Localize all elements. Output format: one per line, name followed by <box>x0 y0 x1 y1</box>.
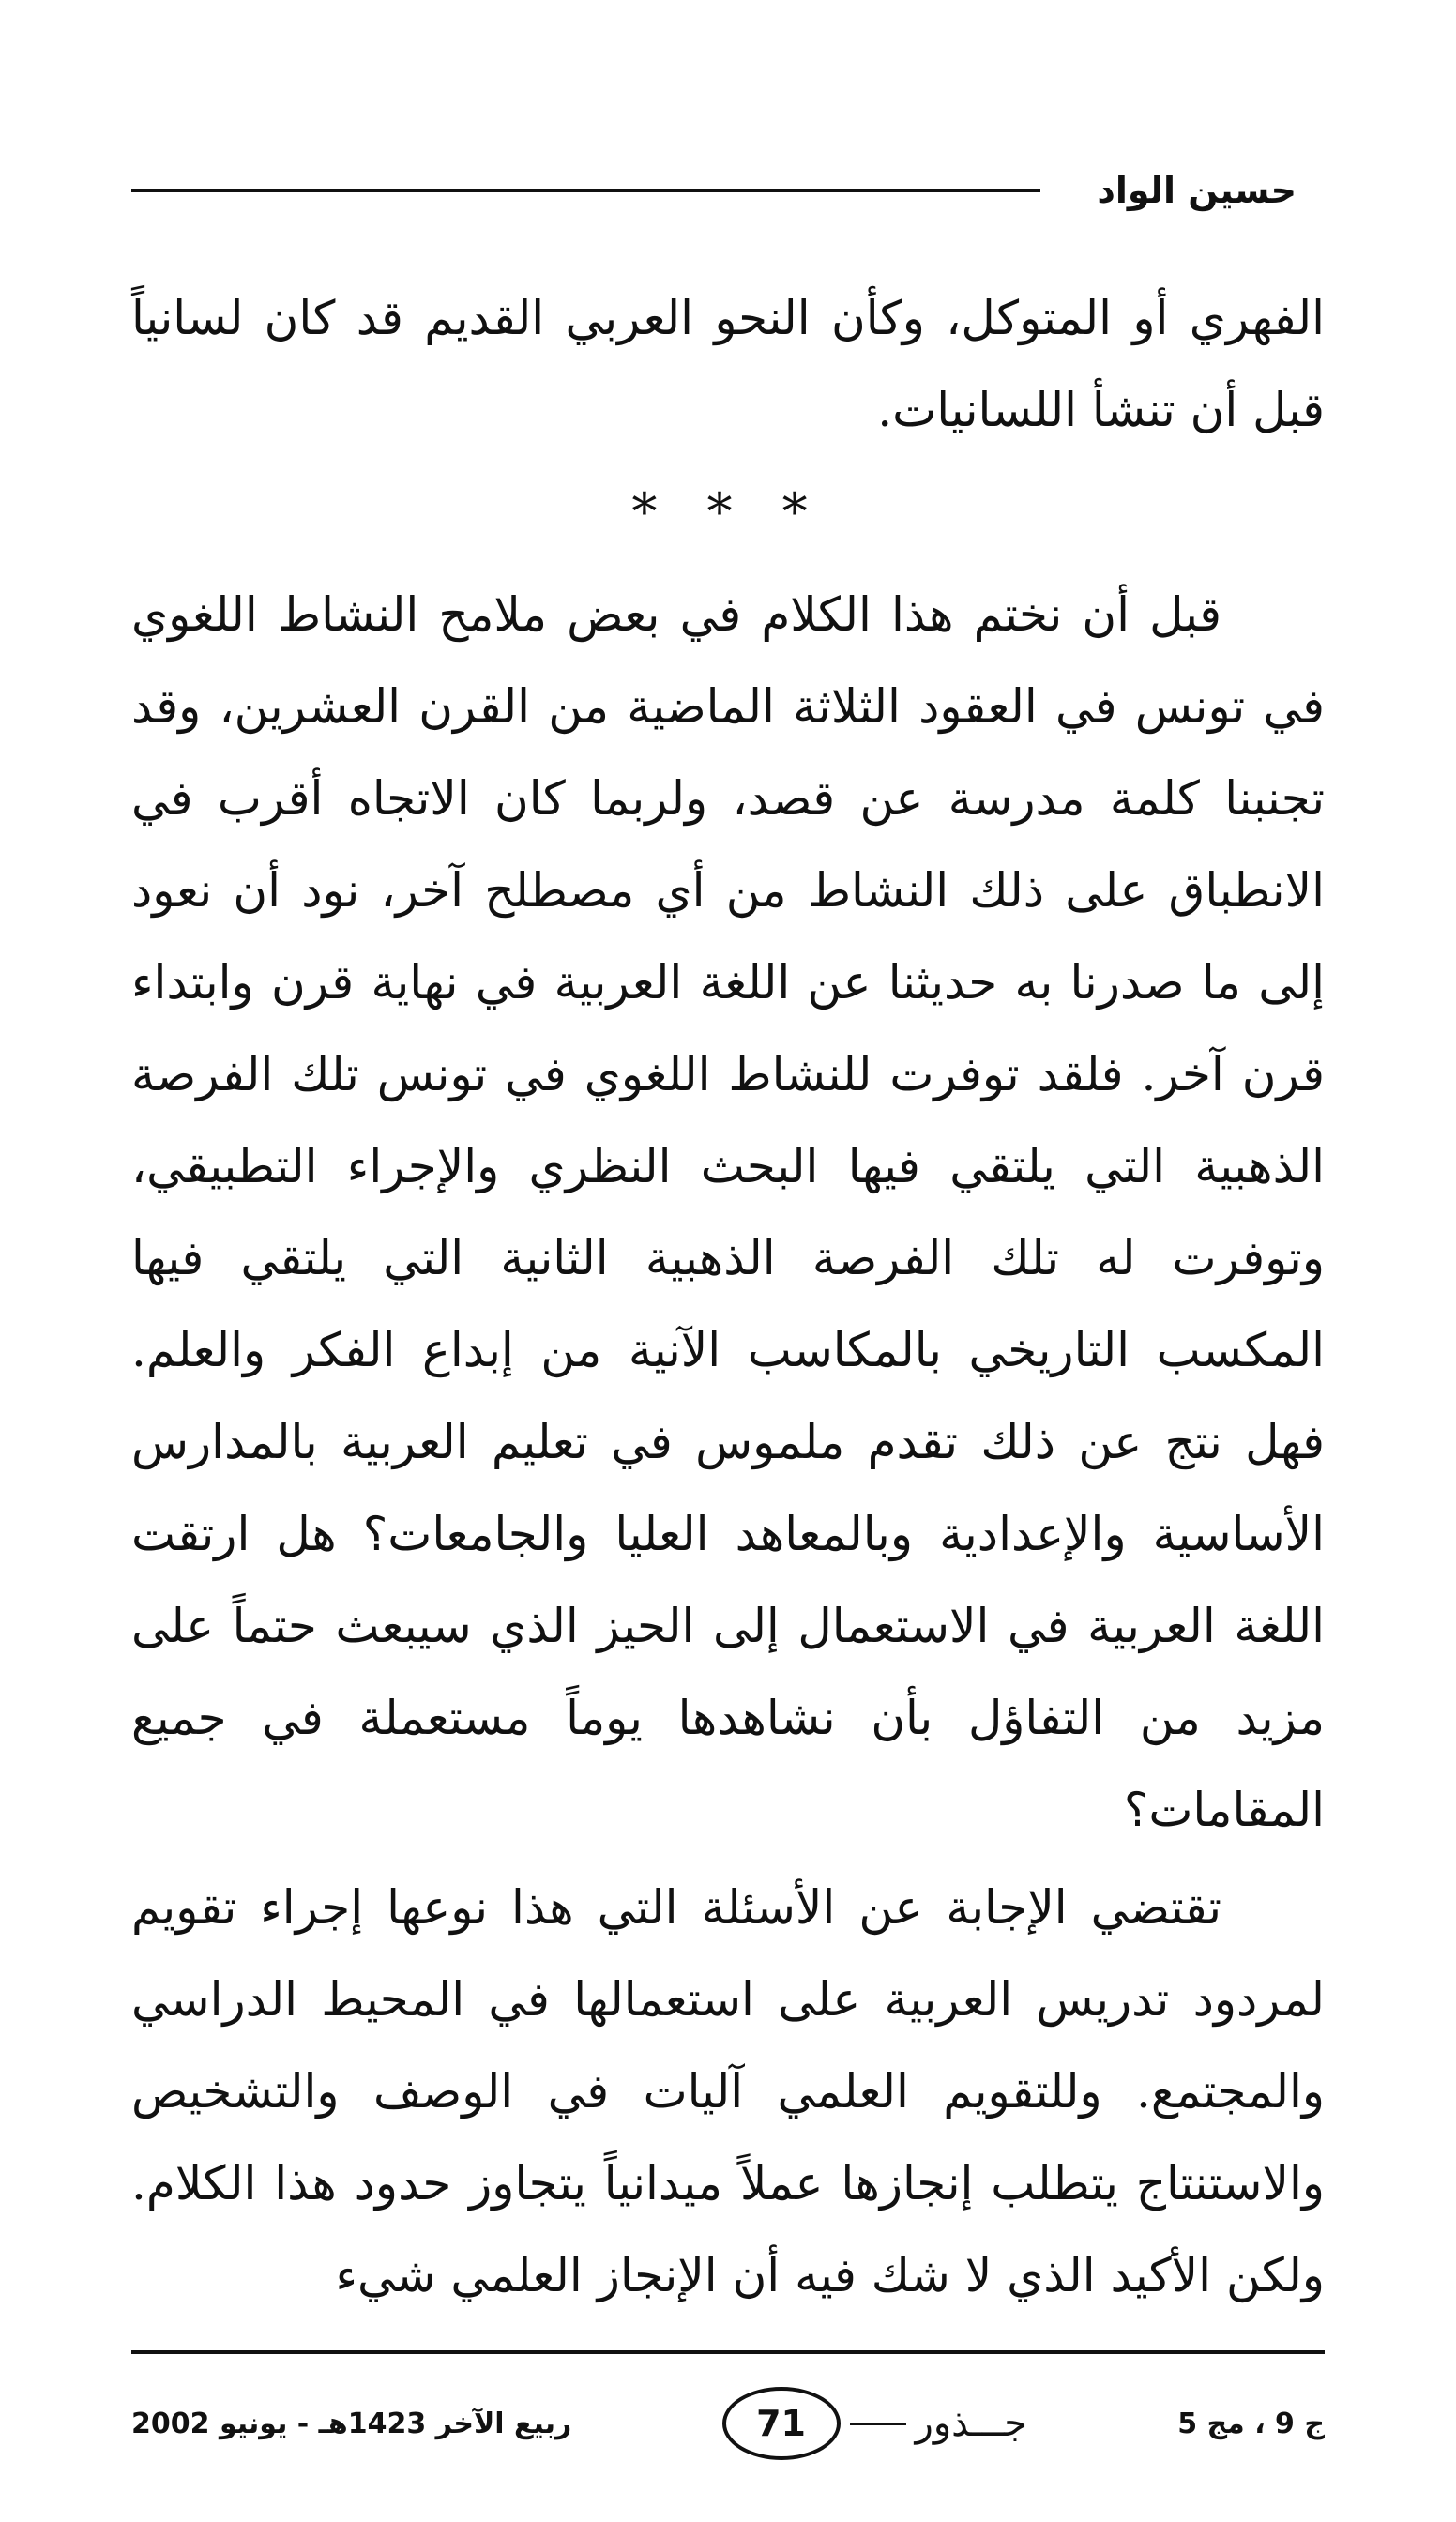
page-footer <box>131 2372 1325 2475</box>
author-name: حسين الواد <box>1097 170 1297 211</box>
paragraph-3: تقتضي الإجابة عن الأسئلة التي هذا نوعها إجراء تقويم لمردود تدريس العربية على استعمالها في المحيط الدراسي والمجتمع. وللتقويم العلمي آليات في الوصف والتشخيص والاستنتاج يتطلب إنجازها عملاً ميدانياً يتجاوز حدود هذا الكلام. ولكن الأكيد الذي لا شك فيه أن الإنجاز العلمي شيء <box>131 1880 1325 2302</box>
paragraph-2: قبل أن نختم هذا الكلام في بعض ملامح النشاط اللغوي في تونس في العقود الثلاثة الماضية من القرن العشرين، وقد تجنبنا كلمة مدرسة عن قصد، ولربما كان الاتجاه أقرب في الانطباق على ذلك النشاط من أي مصطلح آخر، نود أن نعود إلى ما صدرنا به حديثنا عن اللغة العربية في نهاية قرن وابتداء قرن آخر. فلقد توفرت للنشاط اللغوي في تونس تلك الفرصة الذهبية التي يلتقي فيها البحث النظري والإجراء التطبيقي، وتوفرت له تلك الفرصة الذهبية الثانية التي يلتقي فيها المكسب التاريخي بالمكاسب الآنية من إبداع الفكر والعلم. فهل نتج عن ذلك تقدم ملموس في تعليم العربية بالمدارس الأساسية والإعدادية وبالمعاهد العليا والجامعات؟ هل ارتقت اللغة العربية في الاستعمال إلى الحيز الذي سيبعث حتماً على مزيد من التفاؤل بأن نشاهدها يوماً مستعملة في جميع المقامات؟ <box>131 587 1325 1837</box>
page-number: 71 <box>722 2387 841 2460</box>
section-separator: * * * <box>631 482 825 541</box>
volume-info: ج 9 ، مج 5 <box>1177 2407 1325 2440</box>
running-head <box>131 158 1297 223</box>
journal-mark <box>722 2387 1028 2460</box>
journal-dash <box>850 2423 906 2425</box>
header-rule <box>131 189 1040 192</box>
issue-date: ربيع الآخر 1423هـ - يونيو 2002 <box>131 2407 572 2440</box>
journal-name: جـــذور <box>915 2402 1028 2445</box>
body-text <box>131 272 1325 2321</box>
footer-rule <box>131 2350 1325 2354</box>
paragraph-1: الفهري أو المتوكل، وكأن النحو العربي القديم قد كان لسانياً قبل أن تنشأ اللسانيات. <box>131 291 1325 437</box>
